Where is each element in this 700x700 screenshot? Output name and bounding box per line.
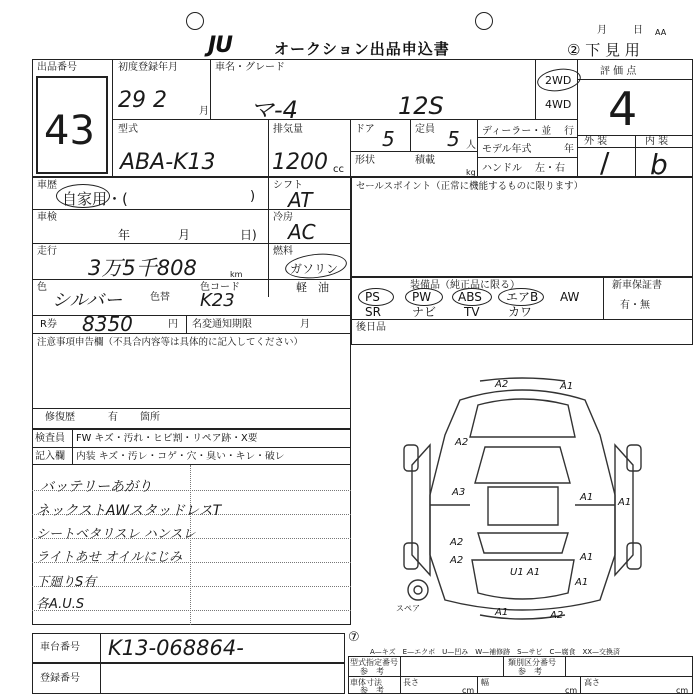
handle-value[interactable]: 左・右 (535, 163, 565, 174)
mark-front-right-a1: A1 (560, 381, 574, 392)
equip-abs-circle (452, 288, 492, 306)
mark-right-side-a1: A1 (618, 497, 632, 508)
equip-tv[interactable]: TV (464, 305, 480, 319)
lot-no-value[interactable]: 43 (44, 108, 95, 154)
ac-label: 冷房 (273, 212, 293, 223)
inspection-label: 車検 (37, 212, 57, 223)
capacity-unit: 人 (466, 140, 476, 151)
width-unit: cm (565, 686, 578, 695)
punch-hole-left (186, 12, 204, 30)
length-label: 長さ (403, 678, 419, 687)
doors-value[interactable]: 5 (382, 127, 395, 151)
day-label: 日 (633, 25, 643, 36)
drive-2wd[interactable]: 2WD (545, 74, 572, 87)
shift-value[interactable]: AT (288, 188, 313, 212)
displacement-unit: cc (333, 164, 344, 175)
drive-4wd[interactable]: 4WD (545, 98, 572, 111)
repair-label: 修復歴 (45, 412, 75, 423)
ju-logo: JU (208, 33, 233, 58)
equip-abs[interactable]: ABS (458, 290, 482, 304)
coupon-value[interactable]: 8350 (82, 312, 133, 336)
entry-label: 記入欄 (35, 451, 65, 462)
model-year-label: モデル年式 (482, 144, 532, 155)
inspector-text: FW キズ・汚れ・ヒビ割・リペア跡・X要 (76, 433, 258, 444)
shift-label: シフト (273, 180, 303, 191)
type-no-label: 型式指定番号 (350, 658, 398, 667)
category-close: ) (250, 189, 256, 204)
height-label: 高さ (584, 678, 600, 687)
spare-label: スペア (396, 604, 420, 613)
category-value[interactable]: 自家用・( (62, 190, 128, 208)
mark-right-door-a1: A1 (580, 492, 594, 503)
inspection-year: 年 (118, 228, 131, 242)
handle-label: ハンドル (482, 163, 522, 174)
equip-ps-circle (358, 288, 394, 306)
title-change-month: 月 (300, 319, 310, 330)
coupon-unit: 円 (168, 319, 178, 330)
ac-value[interactable]: AC (288, 220, 316, 244)
dealer-mark: 行 (564, 126, 574, 137)
mark-rear-u1a1: U1 A1 (510, 567, 541, 578)
capacity-value[interactable]: 5 (447, 127, 460, 151)
size-ref: 参 考 (360, 686, 384, 695)
fuel-label: 燃料 (273, 246, 293, 257)
car-damage-diagram (400, 375, 645, 625)
chassis-note: ⑦ (348, 630, 360, 645)
first-reg-label: 初度登録年月 (118, 62, 178, 73)
inspection-month: 月 (178, 228, 191, 242)
color-label: 色 (37, 282, 47, 293)
equip-airbag[interactable]: エアB (506, 290, 539, 304)
mark-rear-bumper-a2: A2 (550, 610, 564, 621)
mark-rear-quarter-a1: A1 (575, 577, 589, 588)
grade-value[interactable]: 12S (398, 92, 444, 120)
inspector-label: 検査員 (35, 433, 65, 444)
warranty-label: 新車保証書 (612, 280, 662, 291)
width-label: 幅 (481, 678, 489, 687)
length-unit: cm (462, 686, 475, 695)
mark-left-rear-a2-2: A2 (450, 555, 464, 566)
mileage-value[interactable]: 3万5千808 (88, 256, 197, 280)
first-reg-value[interactable]: 29 2 (118, 88, 167, 113)
model-label: 型式 (118, 124, 138, 135)
height-unit: cm (676, 686, 689, 695)
inspection-day: 日) (240, 228, 257, 242)
damage-legend: A—キズ E—エクボ U—凹み W—補修跡 S—サビ C—腐食 XX—交換済 (370, 648, 621, 656)
note-line-6[interactable]: 各A.U.S (36, 597, 85, 612)
eval-label: 評 価 点 (600, 66, 637, 77)
reg-label: 登録番号 (40, 673, 80, 684)
equip-ps[interactable]: PS (365, 290, 380, 304)
sales-point-label: セールスポイント（正常に機能するものに限ります） (356, 181, 584, 192)
shape-label: 形状 (355, 155, 375, 166)
after-label: 後日品 (356, 322, 386, 333)
first-reg-unit: 月 (199, 106, 209, 117)
month-label: 月 (597, 25, 607, 36)
color-change-label: 色替 (150, 292, 170, 303)
form-title: オークション出品申込書 (274, 40, 450, 58)
mark-rear-bumper-a1: A1 (495, 607, 509, 618)
mark-rear-right-a1: A1 (580, 552, 594, 563)
equip-airbag-circle (498, 288, 544, 306)
mark-left-fender-a2: A2 (455, 437, 469, 448)
category-label: 車歴 (37, 180, 57, 191)
mark-left-door-a3: A3 (452, 487, 466, 498)
capacity-label: 定員 (415, 124, 435, 135)
title-change-label: 名変通知期限 (192, 319, 252, 330)
model-year-unit: 年 (564, 144, 574, 155)
fuel-value[interactable]: ガソリン (290, 262, 339, 276)
equip-leather[interactable]: カワ (508, 305, 533, 319)
color-code-value[interactable]: K23 (200, 290, 235, 311)
dealer-label: ディーラー・並 (482, 126, 552, 137)
doors-label: ドア (355, 124, 375, 135)
note-line-4[interactable]: ライトあせ オイルにじみ (36, 550, 183, 565)
corner-code: AA (655, 28, 667, 37)
color-value[interactable]: シルバー (52, 290, 123, 311)
mark-left-rear-a2: A2 (450, 537, 464, 548)
exterior-label: 外 装 (584, 136, 608, 147)
mileage-label: 走行 (37, 246, 57, 257)
mileage-unit: km (230, 270, 243, 279)
load-label: 積載 (415, 155, 435, 166)
warranty-value[interactable]: 有・無 (620, 300, 650, 311)
equip-aw[interactable]: AW (560, 290, 580, 304)
exterior-value[interactable]: / (600, 146, 610, 179)
model-value[interactable]: ABA-K13 (120, 150, 216, 175)
load-unit: kg (466, 168, 476, 177)
color-code-label: 色コード (200, 282, 240, 293)
light-oil: 軽 油 (296, 281, 329, 294)
note-line-2[interactable]: ネックストAWスタッドレスT (36, 503, 222, 519)
class-no-ref: 参 考 (518, 667, 542, 676)
equip-pw[interactable]: PW (412, 290, 432, 304)
sales-point-block (351, 177, 693, 277)
coupon-label: R券 (40, 319, 57, 330)
eval-value[interactable]: 4 (608, 82, 638, 136)
equipment-header: 装備品（純正品に限る） (410, 280, 520, 291)
size-label: 車体寸法 (350, 678, 382, 687)
type-no-ref: 参 考 (360, 667, 384, 676)
class-no-label: 類別区分番号 (508, 658, 556, 667)
note-line-3[interactable]: シートベタリスレ ハンスレ (36, 527, 196, 542)
mark-front-bumper-a2: A2 (495, 379, 509, 390)
chassis-value[interactable]: K13-068864- (108, 636, 244, 660)
interior-label: 内 装 (645, 136, 669, 147)
equip-navi[interactable]: ナビ (412, 305, 437, 319)
interior-value[interactable]: b (650, 148, 668, 181)
notes-label: 注意事項申告欄（不具合内容等は具体的に記入してください） (37, 337, 304, 348)
displacement-label: 排気量 (273, 124, 303, 135)
equip-pw-circle (405, 288, 443, 306)
car-name-label: 車名・グレード (215, 62, 285, 73)
note-line-1[interactable]: バッテリーあがり (40, 479, 152, 495)
equip-sr[interactable]: SR (365, 305, 381, 319)
repair-place: 箇所 (140, 412, 160, 423)
car-name-value[interactable]: マ-4 (250, 96, 298, 124)
entry-text: 内装 キズ・汚レ・コゲ・穴・臭い・キレ・破レ (76, 451, 285, 462)
displacement-value[interactable]: 1200 (272, 150, 328, 175)
category-circle (56, 184, 110, 208)
punch-hole-right (475, 12, 493, 30)
repair-value[interactable]: 有 (108, 412, 118, 423)
note-line-5[interactable]: 下廻りS有 (36, 575, 97, 590)
lot-no-label: 出品番号 (37, 62, 77, 73)
chassis-label: 車台番号 (40, 642, 80, 653)
copy-label: ② 下 見 用 (567, 41, 640, 59)
